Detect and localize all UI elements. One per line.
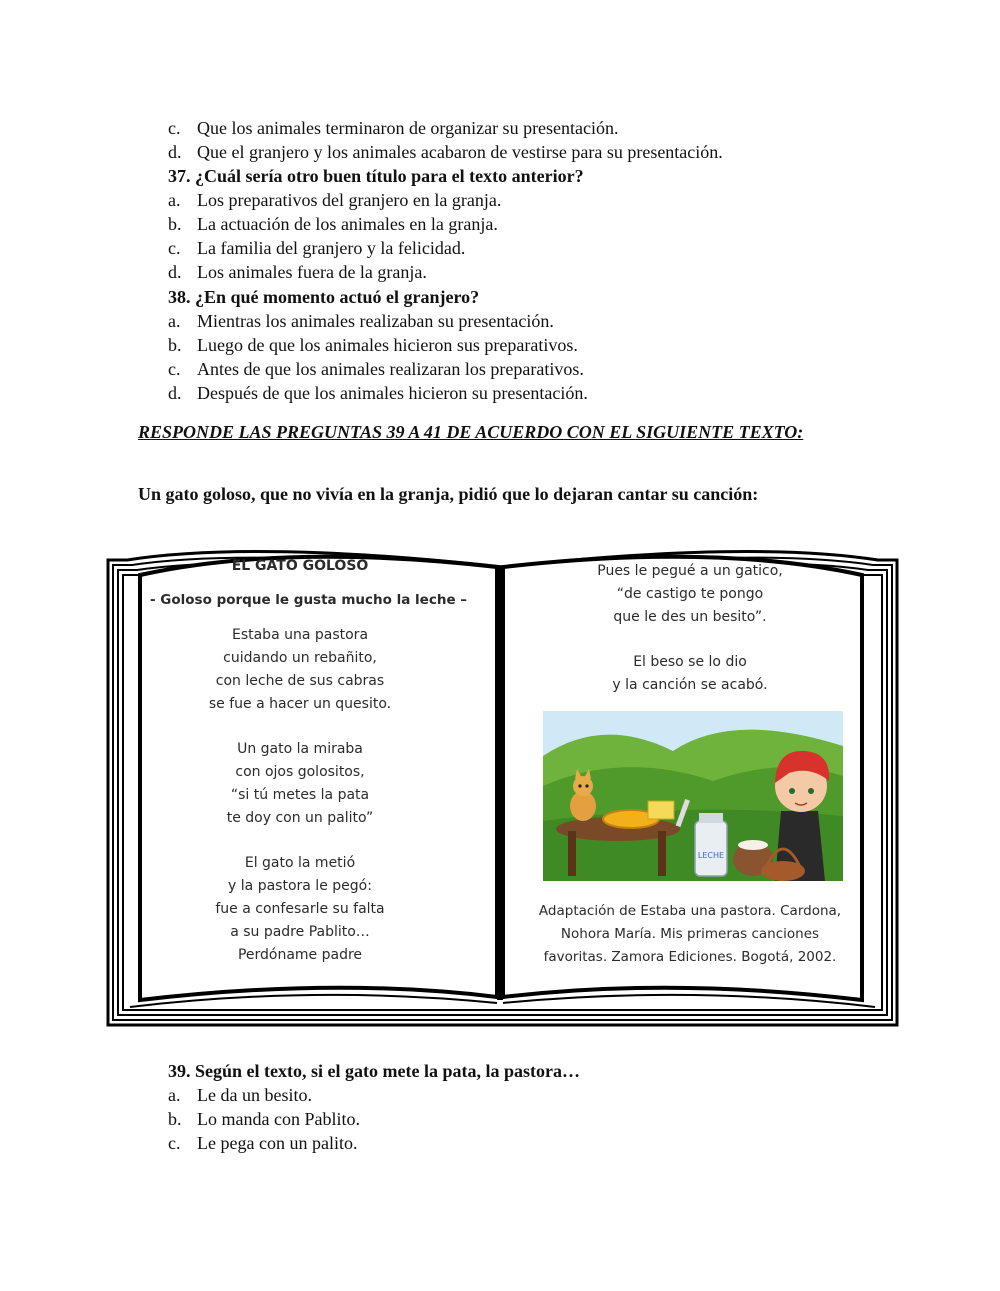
q39-question: 39. Según el texto, si el gato mete la pata, la pastora… bbox=[168, 1061, 580, 1081]
q37-option-c: c. La familia del granjero y la felicidad. bbox=[168, 238, 466, 258]
q37-option-d: d. Los animales fuera de la granja. bbox=[168, 262, 427, 282]
q36-option-c: c. Que los animales terminaron de organizar su presentación. bbox=[168, 118, 619, 138]
shepherdess-cat-illustration bbox=[543, 711, 843, 881]
q37-question: 37. ¿Cuál sería otro buen título para el texto anterior? bbox=[168, 166, 584, 186]
poem-subtitle: - Goloso porque le gusta mucho la leche – bbox=[150, 592, 468, 608]
q39-option-b: b. Lo manda con Pablito. bbox=[168, 1109, 360, 1129]
q38-option-c: c. Antes de que los animales realizaran los preparativos. bbox=[168, 359, 584, 379]
q37-option-a: a. Los preparativos del granjero en la granja. bbox=[168, 190, 502, 210]
q39-option-a: a. Le da un besito. bbox=[168, 1085, 312, 1105]
q38-option-b: b. Luego de que los animales hicieron sus preparativos. bbox=[168, 335, 578, 355]
left-stanza-3: El gato la metió y la pastora le pegó: fue a confesarle su falta a su padre Pablito… Perdóname padre bbox=[215, 855, 385, 963]
right-stanza-2: El beso se lo dio y la canción se acabó. bbox=[612, 654, 768, 693]
intro-text: Un gato goloso, que no vivía en la granja, pidió que lo dejaran cantar su canción: bbox=[138, 484, 759, 504]
q38-question: 38. ¿En qué momento actuó el granjero? bbox=[168, 287, 480, 307]
q36-option-d: d. Que el granjero y los animales acabaron de vestirse para su presentación. bbox=[168, 142, 723, 162]
right-stanza-1: Pues le pegué a un gatico, “de castigo te pongo que le des un besito”. bbox=[597, 563, 783, 625]
q38-option-d: d. Después de que los animales hicieron su presentación. bbox=[168, 383, 588, 403]
section-instruction: RESPONDE LAS PREGUNTAS 39 A 41 DE ACUERDO CON EL SIGUIENTE TEXTO: bbox=[138, 422, 804, 442]
book-right-page bbox=[540, 560, 840, 719]
q39-option-c: c. Le pega con un palito. bbox=[168, 1133, 358, 1153]
milk-label: LECHE bbox=[697, 851, 725, 860]
left-stanza-1: Estaba una pastora cuidando un rebañito, con leche de sus cabras se fue a hacer un quesito. bbox=[208, 627, 392, 712]
poem-title: EL GATO GOLOSO bbox=[231, 558, 369, 574]
q37-option-b: b. La actuación de los animales en la granja. bbox=[168, 214, 498, 234]
left-stanza-2: Un gato la miraba con ojos golositos, “si tú metes la pata te doy con un palito” bbox=[226, 741, 374, 826]
q38-option-a: a. Mientras los animales realizaban su presentación. bbox=[168, 311, 554, 331]
book-left-page bbox=[150, 556, 468, 989]
book-citation: Adaptación de Estaba una pastora. Cardona, Nohora María. Mis primeras canciones favoritas. Zamora Ediciones. Bogotá, 2002. bbox=[538, 903, 842, 965]
